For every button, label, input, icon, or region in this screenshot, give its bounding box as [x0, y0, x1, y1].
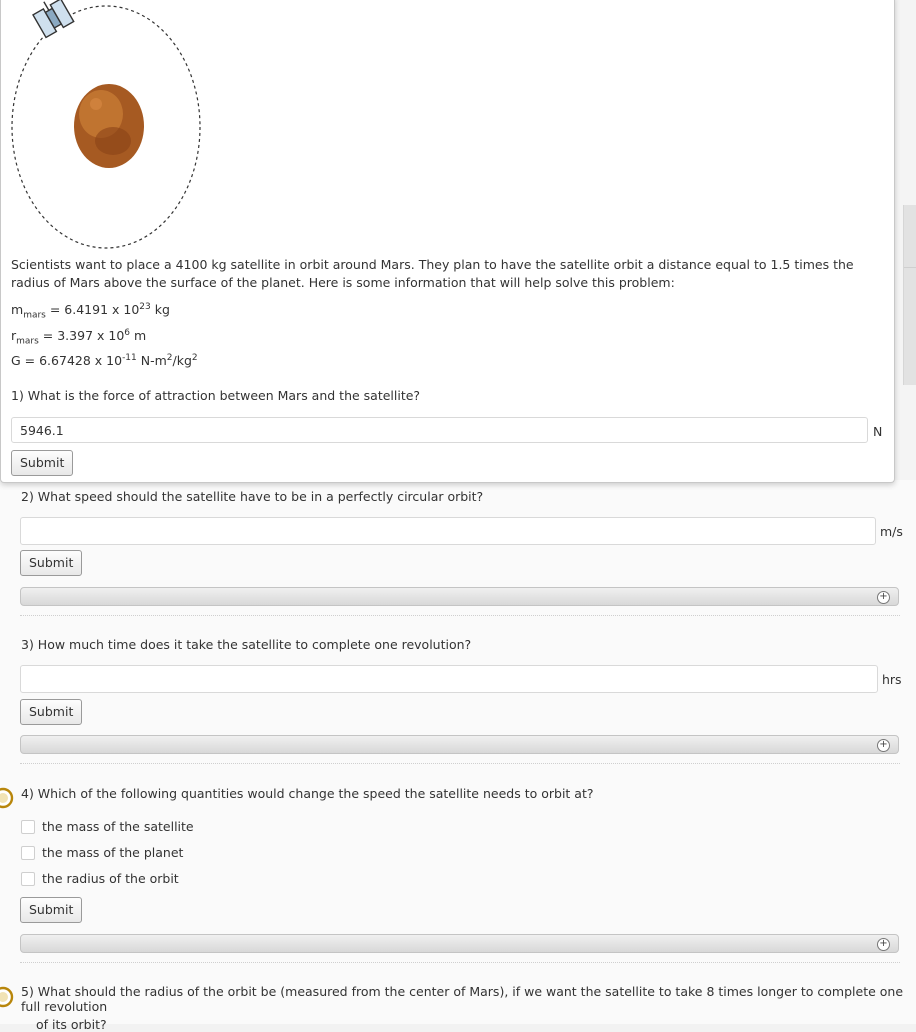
question-divider [20, 763, 900, 764]
satellite-icon [30, 0, 74, 37]
question-divider [20, 962, 900, 963]
question-1-unit: N [873, 424, 883, 439]
question-5-text [21, 984, 906, 1032]
option-label: the mass of the planet [42, 845, 184, 860]
gold-badge-icon [0, 986, 14, 1008]
mars-radius: $r_{mars} = 3.397$ x $10^6$ m [11, 327, 147, 347]
question-2-text: 2) What speed should the satellite have to be in a perfectly circular orbit? [21, 489, 484, 504]
question-4-option[interactable] [21, 819, 194, 834]
question-4-option[interactable] [21, 845, 183, 860]
question-3-hint-bar[interactable] [20, 735, 899, 754]
question-1-text: 1) What is the force of attraction between Mars and the satellite? [11, 388, 421, 403]
question-3-unit: hrs [882, 672, 902, 687]
question-1-answer-input[interactable] [11, 417, 868, 443]
given-values [11, 299, 198, 369]
question-5-line-1: 5) What should the radius of the orbit be (measured from the center of Mars), if we want the satellite to take 8 times longer to complete one full revolution [21, 984, 904, 1014]
mars-mass: $m_{mars} = 6.4191$ x $10^{23}$ kg [11, 302, 170, 321]
checkbox[interactable] [21, 820, 35, 834]
question-2-hint-bar[interactable] [20, 587, 899, 606]
question-divider [20, 615, 900, 616]
side-divider [904, 267, 916, 268]
gravitational-constant: G = 6.67428 x $10^{-11}$ $N-m^2/kg^2$ [11, 353, 198, 369]
question-1-submit-button[interactable]: Submit [11, 450, 73, 476]
question-2-unit: m/s [880, 524, 903, 539]
problem-statement: Scientists want to place a 4100 kg satellite in orbit around Mars. They plan to have the satellite orbit a distance equal to 1.5 times the radius of Mars above the surface of the planet. Here is some information that will help solve this problem: [11, 257, 854, 290]
question-4-submit-button[interactable]: Submit [20, 897, 82, 923]
side-scrollbar[interactable] [903, 205, 916, 385]
problem-panel [0, 0, 895, 483]
question-3-text: 3) How much time does it take the satellite to complete one revolution? [21, 637, 472, 652]
option-label: the mass of the satellite [42, 819, 194, 834]
question-4-option[interactable] [21, 871, 179, 886]
checkbox[interactable] [21, 872, 35, 886]
mars-planet-icon [74, 84, 144, 168]
option-label: the radius of the orbit [42, 871, 179, 886]
question-2-submit-button[interactable]: Submit [20, 550, 82, 576]
plus-circle-icon[interactable]: + [877, 591, 890, 604]
gold-badge-icon [0, 787, 14, 809]
question-3-answer-input[interactable] [20, 665, 878, 693]
question-4-hint-bar[interactable] [20, 934, 899, 953]
question-2-answer-input[interactable] [20, 517, 876, 545]
question-4-text: 4) Which of the following quantities would change the speed the satellite needs to orbit at? [21, 786, 594, 801]
plus-circle-icon[interactable]: + [877, 938, 890, 951]
orbit-diagram [1, 0, 241, 256]
question-5-line-2: of its orbit? [36, 1017, 107, 1032]
checkbox[interactable] [21, 846, 35, 860]
plus-circle-icon[interactable]: + [877, 739, 890, 752]
question-3-submit-button[interactable]: Submit [20, 699, 82, 725]
